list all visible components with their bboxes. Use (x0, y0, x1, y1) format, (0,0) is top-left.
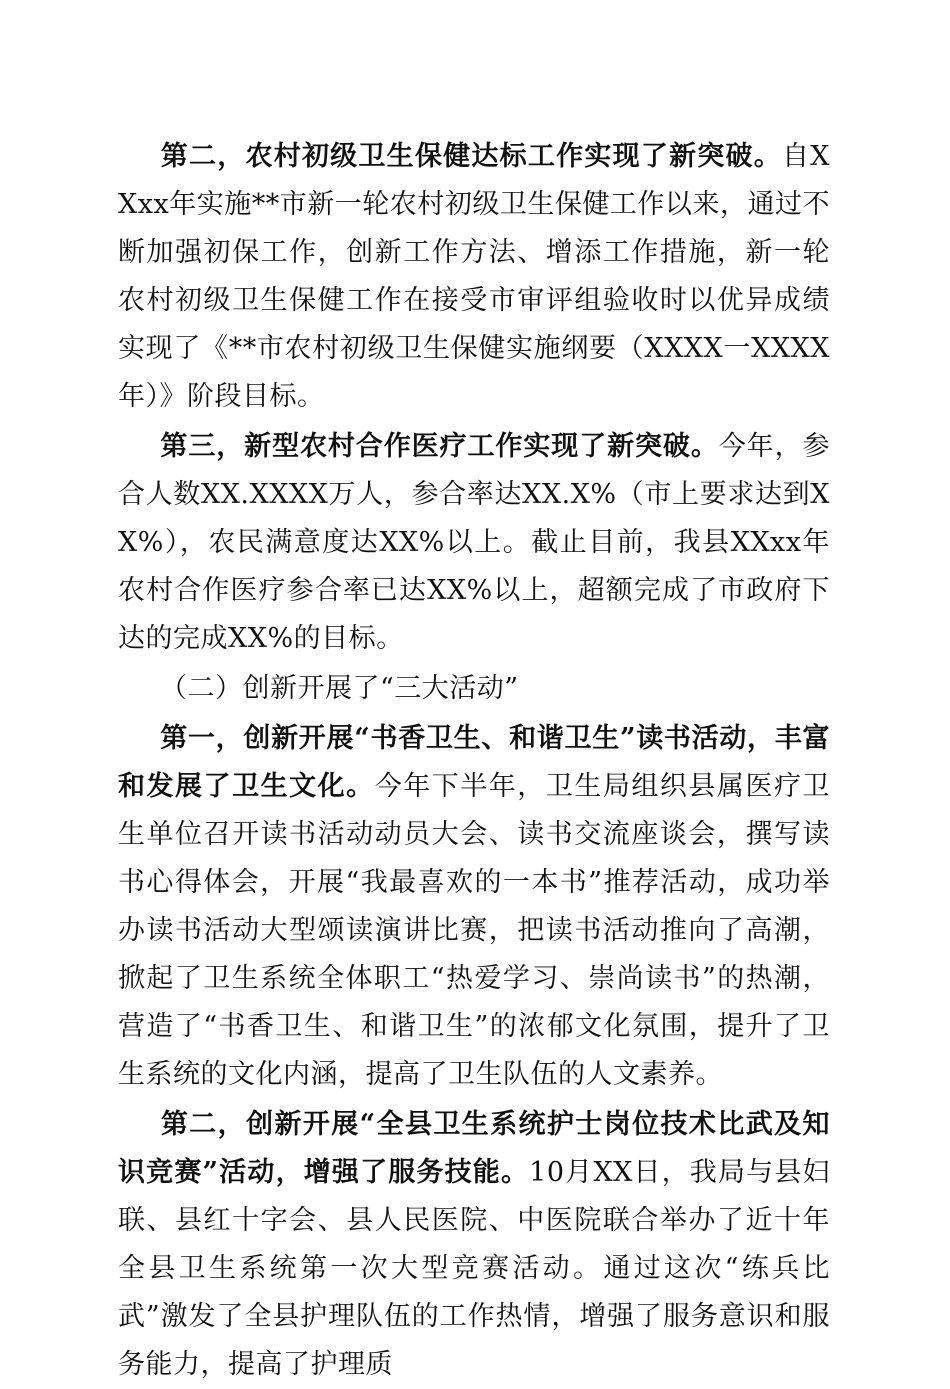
paragraph-text: 今年，参合人数XX.XXXX万人，参合率达XX.X%（市上要求达到XX%），农民满意度达XX%以上。截止目前，我县XXxx年农村合作医疗参合率已达XX%以上，超额完成了市政府下达的完成XX%的目标。 (118, 431, 831, 654)
paragraph-text: 自XXxx年实施**市新一轮农村初级卫生保健工作以来，通过不断加强初保工作，创新工作方法、增添工作措施，新一轮农村初级卫生保健工作在接受市审评组验收时以优异成绩实现了《**市农村初级卫生保健实施纲要（XXXX一XXXX年）》阶段目标。 (118, 141, 830, 412)
paragraph-text: 10月XX日，我局与县妇联、县红十字会、县人民医院、中医院联合举办了近十年全县卫生系统第一次大型竞赛活动。通过这次“练兵比武”激发了全县护理队伍的工作热情，增强了服务意识和服务能力，提高了护理质 (118, 1157, 830, 1380)
paragraph-rural-cooperative-medical (118, 423, 830, 663)
paragraph-lead: 第二，农村初级卫生保健达标工作实现了新突破。 (160, 141, 783, 172)
paragraph-rural-primary-care (118, 133, 830, 421)
paragraph-lead: 第二，创新开展“全县卫生系统护士岗位技术比武及知识竞赛”活动，增强了服务技能。 (118, 1109, 830, 1188)
paragraph-text: 今年下半年，卫生局组织县属医疗卫生单位召开读书活动动员大会、读书交流座谈会，撰写读书心得体会，开展“我最喜欢的一本书”推荐活动，成功举办读书活动大型颂读演讲比赛，把读书活动推向了高潮，掀起了卫生系统全体职工“热爱学习、崇尚读书”的热潮，营造了“书香卫生、和谐卫生”的浓郁文化氛围，提升了卫生系统的文化内涵，提高了卫生队伍的人文素养。 (118, 771, 830, 1090)
paragraph-nurse-competition (118, 1101, 830, 1389)
section-heading (118, 665, 830, 713)
document-body (118, 133, 830, 1389)
paragraph-reading-activity (118, 715, 830, 1099)
paragraph-lead: 第一，创新开展“书香卫生、和谐卫生”读书活动，丰富和发展了卫生文化。 (118, 723, 830, 802)
section-heading-text: （二）创新开展了“三大活动” (160, 673, 519, 704)
paragraph-lead: 第三，新型农村合作医疗工作实现了新突破。 (160, 431, 719, 462)
